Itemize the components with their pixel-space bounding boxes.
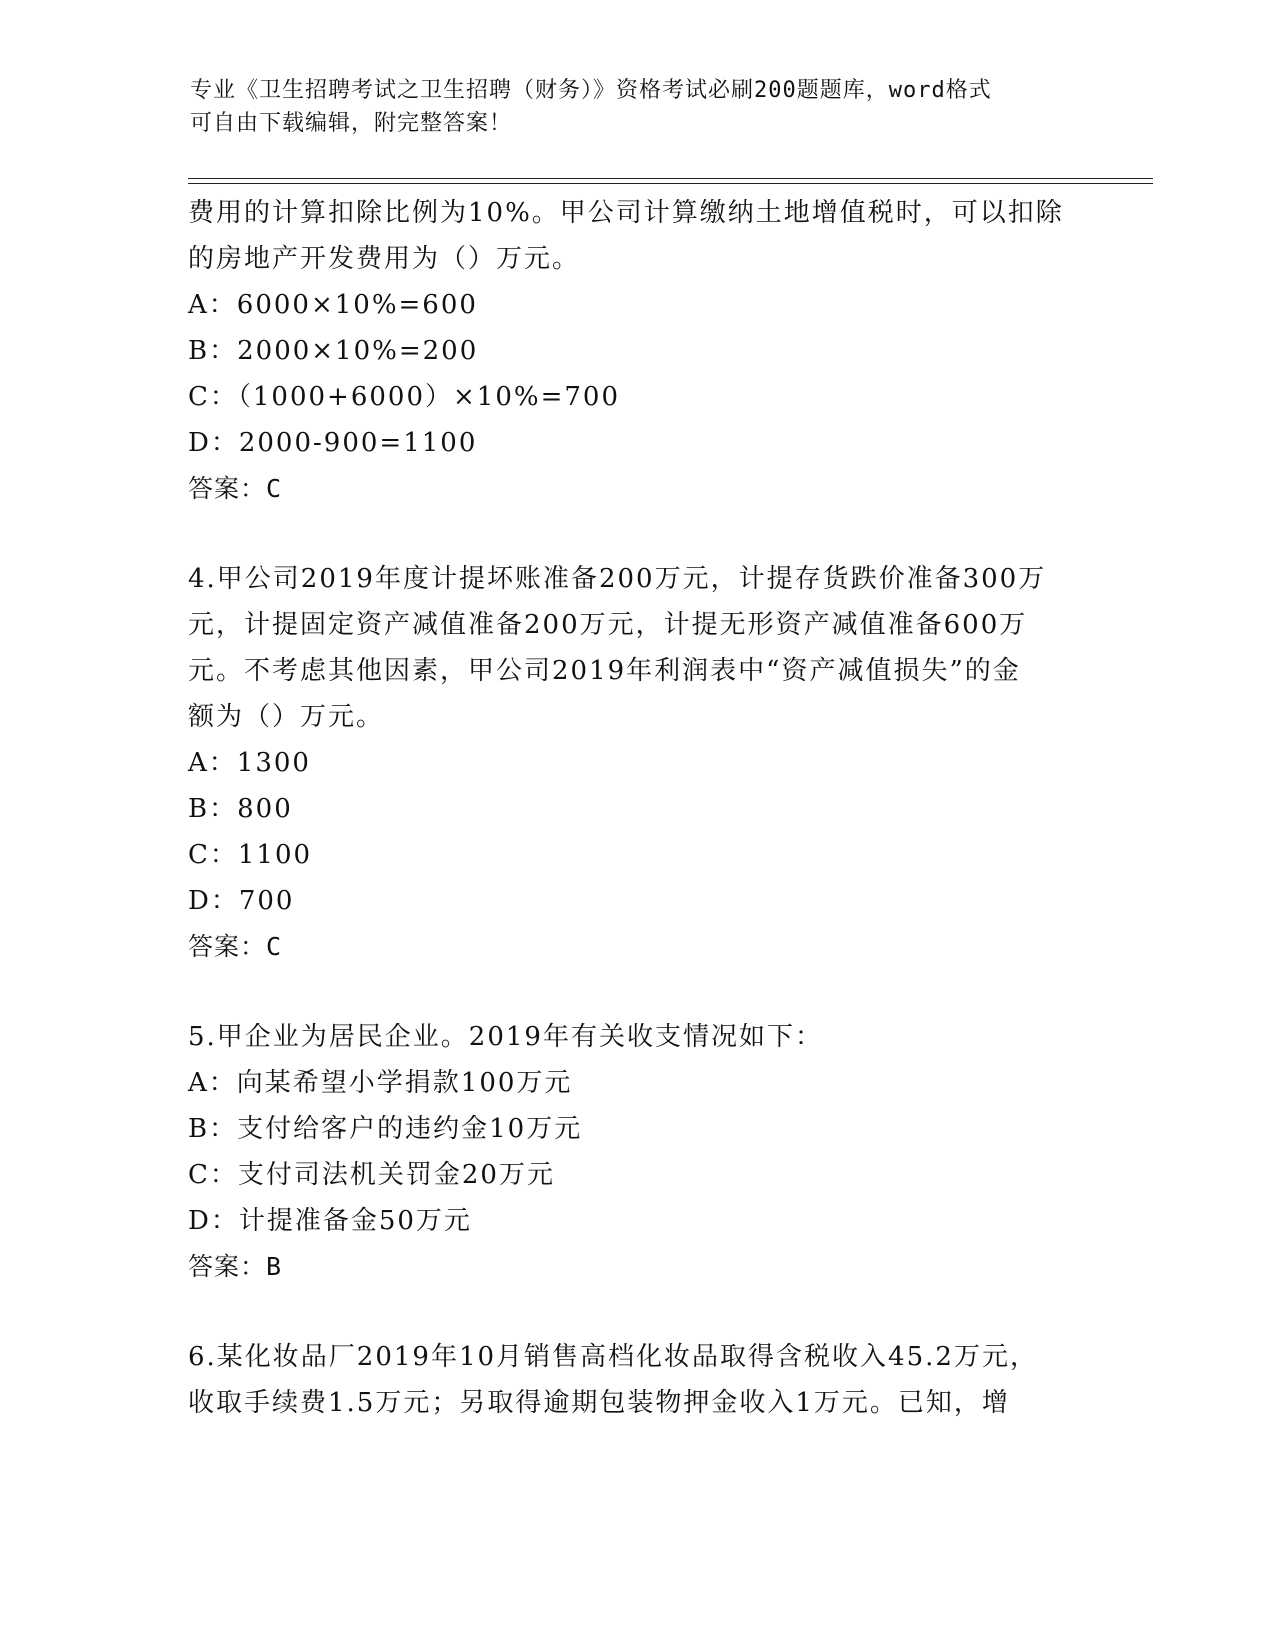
answer-line: 答案：C: [188, 932, 283, 961]
option-a: A：1300: [188, 748, 311, 778]
option-b: B：800: [188, 794, 293, 824]
question-4: [188, 556, 1088, 970]
option-a: A：向某希望小学捐款100万元: [188, 1068, 573, 1098]
answer-line: 答案：B: [188, 1252, 283, 1281]
question-stem-line: 费用的计算扣除比例为10%。甲公司计算缴纳土地增值税时，可以扣除: [188, 198, 1064, 228]
header-divider-top: [188, 178, 1153, 179]
question-stem-line: 元。不考虑其他因素，甲公司2019年利润表中“资产减值损失”的金: [188, 656, 1021, 686]
question-stem-line: 元，计提固定资产减值准备200万元，计提无形资产减值准备600万: [188, 610, 1028, 640]
option-d: D：700: [188, 886, 295, 916]
question-3: [188, 190, 1088, 512]
header-divider-bottom: [188, 183, 1153, 184]
question-stem-line: 额为（）万元。: [188, 702, 385, 732]
option-c: C：支付司法机关罚金20万元: [188, 1160, 555, 1190]
answer-line: 答案：C: [188, 474, 283, 503]
question-stem-line: 5.甲企业为居民企业。2019年有关收支情况如下：: [188, 1022, 823, 1052]
option-b: B：2000×10%=200: [188, 336, 479, 366]
document-body: [188, 190, 1088, 1426]
question-5: [188, 1014, 1088, 1290]
option-d: D：2000-900=1100: [188, 428, 478, 458]
option-c: C：1100: [188, 840, 313, 870]
question-stem-line: 的房地产开发费用为（）万元。: [188, 244, 581, 274]
document-header: [190, 74, 1070, 140]
option-b: B：支付给客户的违约金10万元: [188, 1114, 583, 1144]
question-stem-line: 6.某化妆品厂2019年10月销售高档化妆品取得含税收入45.2万元，: [188, 1342, 1038, 1372]
option-d: D：计提准备金50万元: [188, 1206, 472, 1236]
question-6: [188, 1334, 1088, 1426]
question-stem-line: 收取手续费1.5万元；另取得逾期包装物押金收入1万元。已知，增: [188, 1388, 1010, 1418]
header-line-2: 可自由下载编辑，附完整答案！: [190, 111, 513, 136]
option-c: C：（1000+6000）×10%=700: [188, 382, 621, 412]
option-a: A：6000×10%=600: [188, 290, 478, 320]
question-stem-line: 4.甲公司2019年度计提坏账准备200万元，计提存货跌价准备300万: [188, 564, 1047, 594]
header-line-1: 专业《卫生招聘考试之卫生招聘（财务）》资格考试必刷200题题库，word格式: [190, 78, 992, 103]
